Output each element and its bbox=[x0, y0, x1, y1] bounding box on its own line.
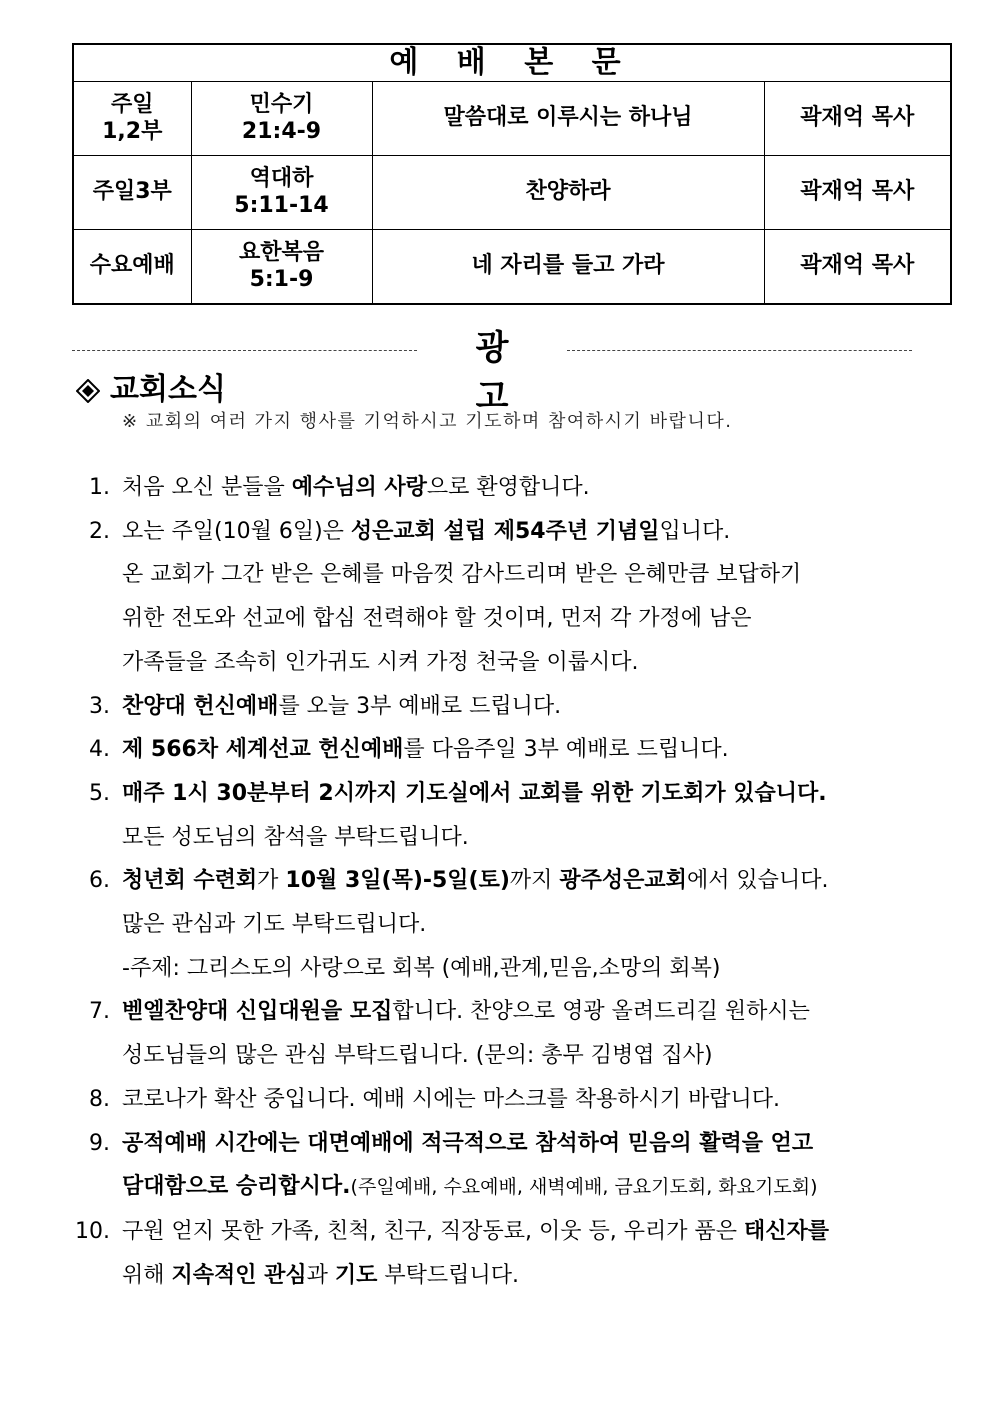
service-cell: 주일3부 bbox=[73, 156, 191, 230]
diamond-icon bbox=[76, 379, 100, 403]
preacher-cell: 곽재억 목사 bbox=[764, 230, 951, 305]
passage-cell: 요한복음 5:1-9 bbox=[191, 230, 372, 305]
service-cell: 수요예배 bbox=[73, 230, 191, 305]
list-item: 8. 코로나가 확산 중입니다. 예배 시에는 마스크를 착용하시기 바랍니다. bbox=[89, 1086, 780, 1112]
table-row bbox=[73, 156, 951, 230]
divider bbox=[567, 350, 912, 351]
list-item: 7. 벧엘찬양대 신입대원을 모집합니다. 찬양으로 영광 올려드리길 원하시는 성도님들의 많은 관심 부탁드립니다. (문의: 총무 김병엽 집사) bbox=[89, 999, 810, 1069]
table-row bbox=[73, 230, 951, 305]
news-heading bbox=[76, 364, 226, 408]
passage-cell: 역대하 5:11-14 bbox=[191, 156, 372, 230]
sermon-cell: 찬양하라 bbox=[372, 156, 764, 230]
list-item: 3. 찬양대 헌신예배를 오늘 3부 예배로 드립니다. bbox=[89, 693, 562, 719]
news-note: ※ 교회의 여러 가지 행사를 기억하시고 기도하며 참여하시기 바랍니다. bbox=[122, 411, 733, 432]
table-row bbox=[73, 82, 951, 156]
sermon-cell: 네 자리를 들고 가라 bbox=[372, 230, 764, 305]
list-item: 9. 공적예배 시간에는 대면예배에 적극적으로 참석하여 믿음의 활력을 얻고 담대함으로 승리합시다.(주일예배, 수요예배, 새벽예배, 금요기도회, 화요기도회) bbox=[89, 1130, 818, 1200]
list-item: 4. 제 566차 세계선교 헌신예배를 다음주일 3부 예배로 드립니다. bbox=[89, 737, 729, 763]
preacher-cell: 곽재억 목사 bbox=[764, 82, 951, 156]
list-item: 6. 청년회 수련회가 10월 3일(목)-5일(토)까지 광주성은교회에서 있습니다. 많은 관심과 기도 부탁드립니다. -주제: 그리스도의 사랑으로 회복 (예배,관계,믿음,소망의 회복) bbox=[89, 868, 829, 981]
list-item: 5. 매주 1시 30분부터 2시까지 기도실에서 교회를 위한 기도회가 있습니다. 모든 성도님의 참석을 부탁드립니다. bbox=[89, 780, 827, 850]
list-item: 10. 구원 얻지 못한 가족, 친척, 친구, 직장동료, 이웃 등, 우리가 품은 태신자를 위해 지속적인 관심과 기도 부탁드립니다. bbox=[75, 1218, 829, 1288]
news-list bbox=[72, 466, 932, 1297]
news-heading-text: 교회소식 bbox=[110, 372, 226, 407]
list-item: 2. 오는 주일(10월 6일)은 성은교회 설립 제54주년 기념일입니다. 온 교회가 그간 받은 은혜를 마음껏 감사드리며 받은 은혜만큼 보답하기 위한 전도와 선교에 합심 전력해야 할 것이며, 먼저 각 가정에 남은 가족들을 조속히 인가귀도 시켜 가정 천국을 이룹시다. bbox=[89, 518, 802, 675]
passage-cell: 민수기 21:4-9 bbox=[191, 82, 372, 156]
ad-title: 광 고 bbox=[475, 328, 549, 417]
preacher-cell: 곽재억 목사 bbox=[764, 156, 951, 230]
sermon-cell: 말씀대로 이루시는 하나님 bbox=[372, 82, 764, 156]
service-cell: 주일 1,2부 bbox=[73, 82, 191, 156]
worship-table-title: 예 배 본 문 bbox=[73, 44, 951, 82]
list-item: 1. 처음 오신 분들을 예수님의 사랑으로 환영합니다. bbox=[89, 475, 590, 500]
divider bbox=[72, 350, 417, 351]
worship-table bbox=[72, 43, 952, 305]
